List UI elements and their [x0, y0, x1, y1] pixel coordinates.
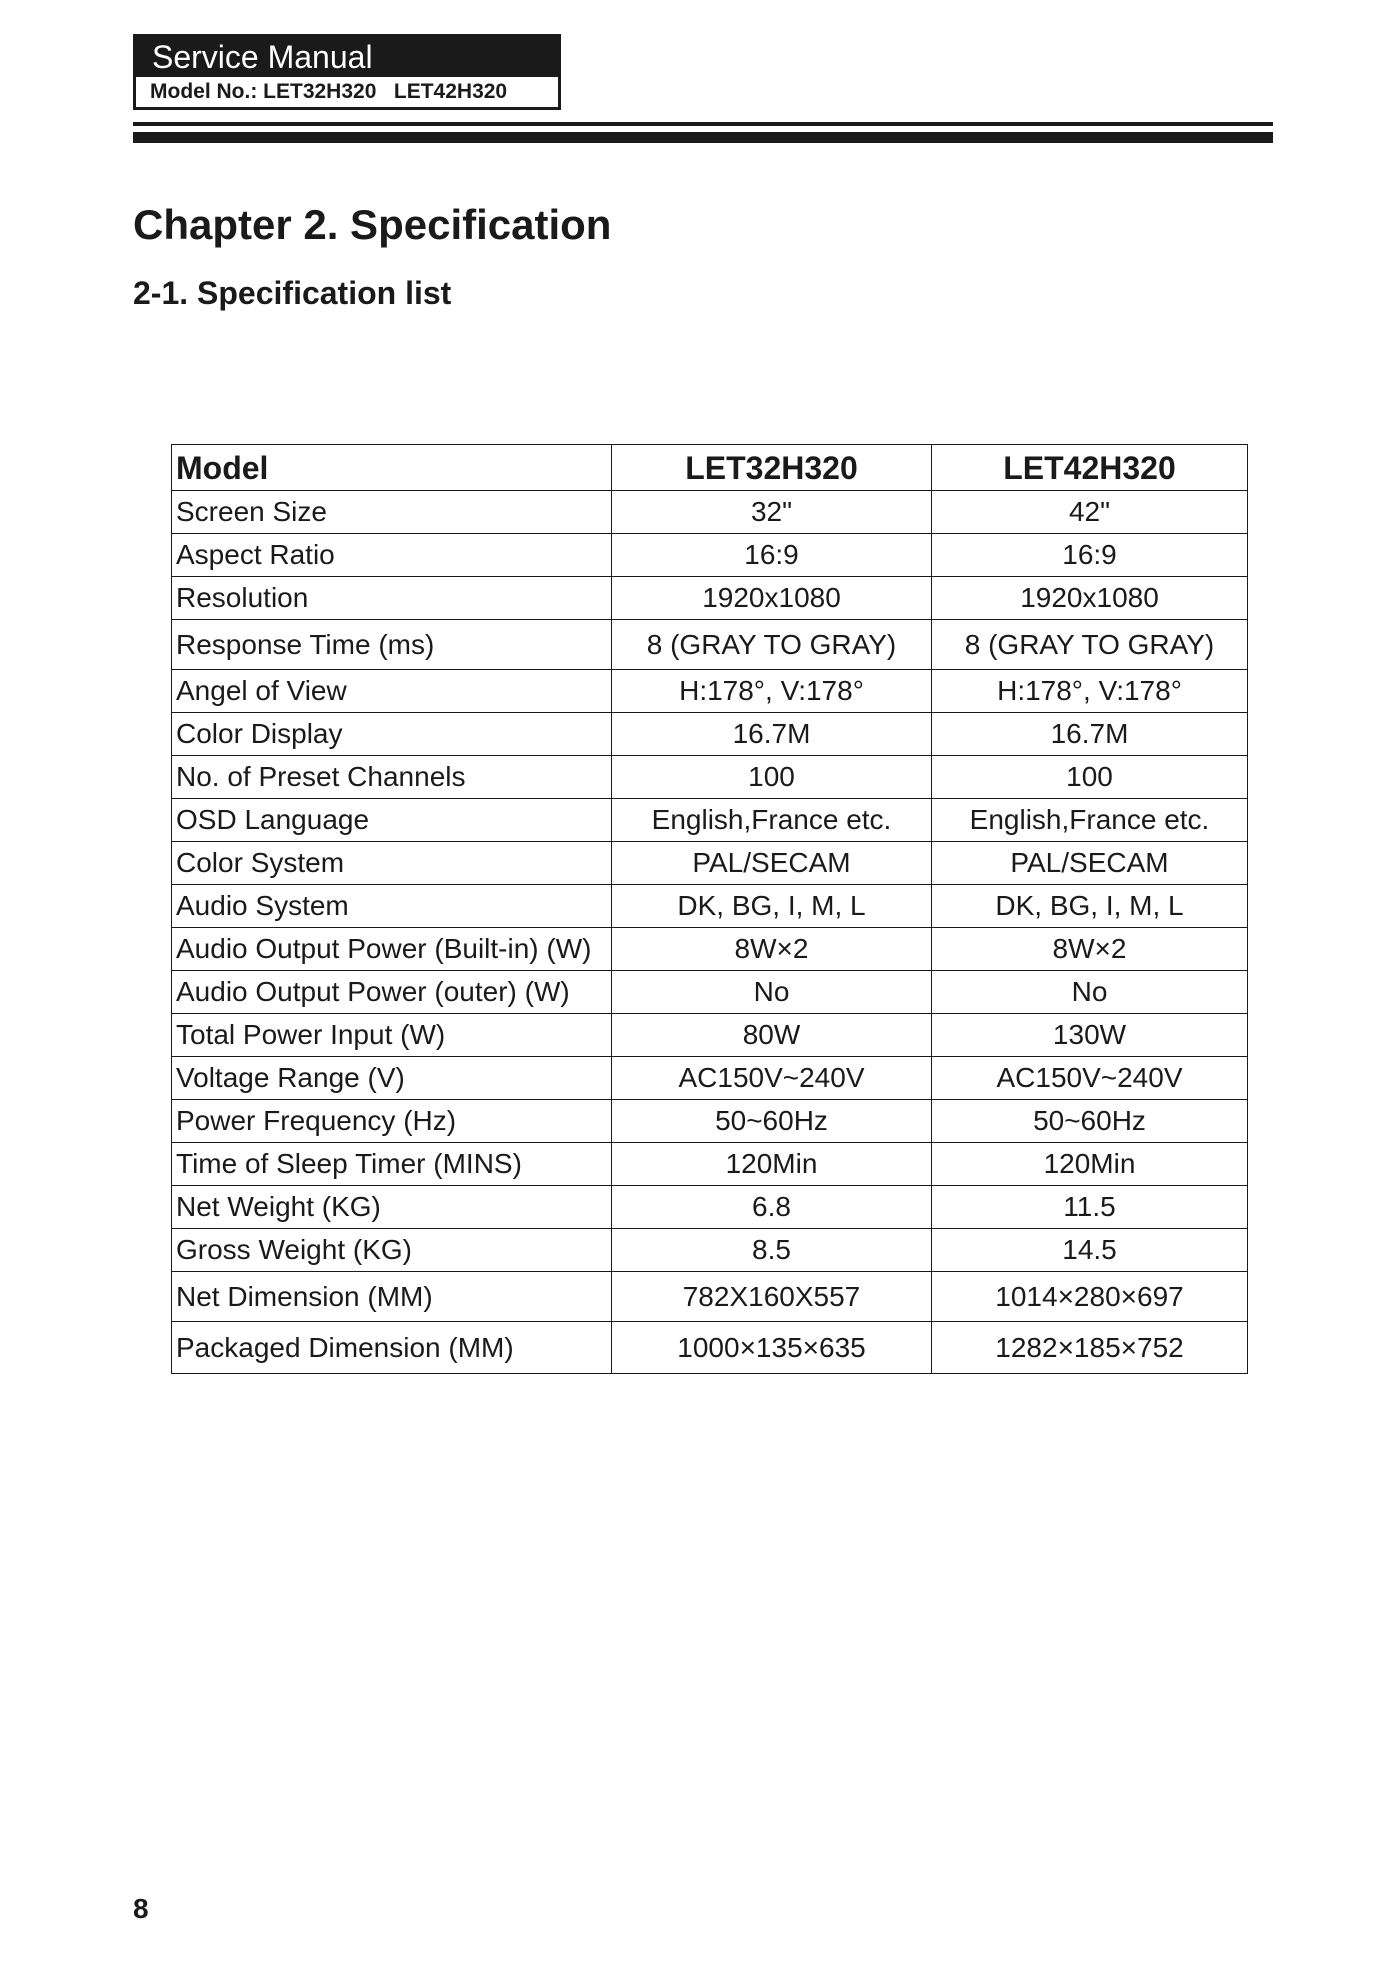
table-header-row [172, 445, 1248, 491]
table-row [172, 491, 1248, 534]
specification-table [171, 444, 1248, 1374]
spec-label-cell: No. of Preset Channels [172, 756, 612, 799]
spec-value-cell-model-1: 8W×2 [612, 928, 932, 971]
spec-value-cell-model-2: 11.5 [932, 1186, 1248, 1229]
spec-value-cell-model-2: 1920x1080 [932, 577, 1248, 620]
spec-label-cell: Color Display [172, 713, 612, 756]
spec-value-cell-model-2: 50~60Hz [932, 1100, 1248, 1143]
table-row [172, 670, 1248, 713]
spec-value-cell-model-2: 16.7M [932, 713, 1248, 756]
spec-value-cell-model-1: 782X160X557 [612, 1272, 932, 1322]
spec-label-cell: OSD Language [172, 799, 612, 842]
spec-label-cell: Total Power Input (W) [172, 1014, 612, 1057]
spec-label-cell: Resolution [172, 577, 612, 620]
spec-value-cell-model-2: 100 [932, 756, 1248, 799]
spec-value-cell-model-2: 1014×280×697 [932, 1272, 1248, 1322]
table-row [172, 971, 1248, 1014]
chapter-title: Chapter 2. Specification [133, 201, 612, 248]
table-row [172, 1186, 1248, 1229]
spec-label-cell: Power Frequency (Hz) [172, 1100, 612, 1143]
table-row [172, 1229, 1248, 1272]
spec-value-cell-model-1: 50~60Hz [612, 1100, 932, 1143]
spec-value-cell-model-2: 120Min [932, 1143, 1248, 1186]
table-row [172, 928, 1248, 971]
header-box [133, 34, 561, 110]
spec-label-cell: Packaged Dimension (MM) [172, 1322, 612, 1374]
spec-value-cell-model-1: 32" [612, 491, 932, 534]
header-cell-model: Model [172, 445, 612, 491]
spec-value-cell-model-1: 8 (GRAY TO GRAY) [612, 620, 932, 670]
table-row [172, 1143, 1248, 1186]
spec-value-cell-model-1: 100 [612, 756, 932, 799]
spec-value-cell-model-1: DK, BG, I, M, L [612, 885, 932, 928]
table-row [172, 842, 1248, 885]
spec-value-cell-model-2: 8 (GRAY TO GRAY) [932, 620, 1248, 670]
spec-label-cell: Color System [172, 842, 612, 885]
header-rule-thin [133, 122, 1273, 126]
spec-value-cell-model-1: PAL/SECAM [612, 842, 932, 885]
spec-value-cell-model-2: H:178°, V:178° [932, 670, 1248, 713]
header-model-line: Model No.: LET32H320 LET42H320 [150, 80, 508, 103]
table-row [172, 534, 1248, 577]
table-row [172, 1322, 1248, 1374]
spec-value-cell-model-1: 120Min [612, 1143, 932, 1186]
table-row [172, 885, 1248, 928]
spec-value-cell-model-2: DK, BG, I, M, L [932, 885, 1248, 928]
spec-label-cell: Screen Size [172, 491, 612, 534]
spec-label-cell: Net Dimension (MM) [172, 1272, 612, 1322]
spec-value-cell-model-2: AC150V~240V [932, 1057, 1248, 1100]
table-row [172, 620, 1248, 670]
spec-value-cell-model-1: 16.7M [612, 713, 932, 756]
spec-value-cell-model-1: 8.5 [612, 1229, 932, 1272]
spec-value-cell-model-2: 1282×185×752 [932, 1322, 1248, 1374]
spec-label-cell: Audio System [172, 885, 612, 928]
header-title: Service Manual [136, 37, 558, 77]
spec-label-cell: Aspect Ratio [172, 534, 612, 577]
spec-value-cell-model-2: English,France etc. [932, 799, 1248, 842]
spec-value-cell-model-1: 1920x1080 [612, 577, 932, 620]
spec-label-cell: Audio Output Power (Built-in) (W) [172, 928, 612, 971]
spec-value-cell-model-1: AC150V~240V [612, 1057, 932, 1100]
spec-value-cell-model-2: 130W [932, 1014, 1248, 1057]
spec-label-cell: Net Weight (KG) [172, 1186, 612, 1229]
spec-label-cell: Response Time (ms) [172, 620, 612, 670]
spec-value-cell-model-1: 16:9 [612, 534, 932, 577]
table-row [172, 756, 1248, 799]
header-rule-thick [133, 132, 1273, 143]
table-body [172, 491, 1248, 1374]
table-row [172, 1014, 1248, 1057]
table-row [172, 799, 1248, 842]
table-row [172, 1272, 1248, 1322]
spec-label-cell: Gross Weight (KG) [172, 1229, 612, 1272]
spec-value-cell-model-2: No [932, 971, 1248, 1014]
spec-label-cell: Audio Output Power (outer) (W) [172, 971, 612, 1014]
spec-value-cell-model-1: No [612, 971, 932, 1014]
spec-label-cell: Time of Sleep Timer (MINS) [172, 1143, 612, 1186]
spec-label-cell: Angel of View [172, 670, 612, 713]
header-cell-model-2: LET42H320 [932, 445, 1248, 491]
spec-value-cell-model-1: 80W [612, 1014, 932, 1057]
table-row [172, 1100, 1248, 1143]
table-row [172, 577, 1248, 620]
section-title: 2-1. Specification list [133, 275, 452, 311]
header-cell-model-1: LET32H320 [612, 445, 932, 491]
spec-value-cell-model-2: PAL/SECAM [932, 842, 1248, 885]
spec-value-cell-model-2: 42" [932, 491, 1248, 534]
spec-label-cell: Voltage Range (V) [172, 1057, 612, 1100]
spec-value-cell-model-1: English,France etc. [612, 799, 932, 842]
table-row [172, 713, 1248, 756]
spec-value-cell-model-1: 6.8 [612, 1186, 932, 1229]
spec-value-cell-model-2: 8W×2 [932, 928, 1248, 971]
spec-value-cell-model-1: H:178°, V:178° [612, 670, 932, 713]
spec-value-cell-model-1: 1000×135×635 [612, 1322, 932, 1374]
spec-value-cell-model-2: 16:9 [932, 534, 1248, 577]
page-number: 8 [133, 1893, 149, 1924]
spec-value-cell-model-2: 14.5 [932, 1229, 1248, 1272]
table-row [172, 1057, 1248, 1100]
